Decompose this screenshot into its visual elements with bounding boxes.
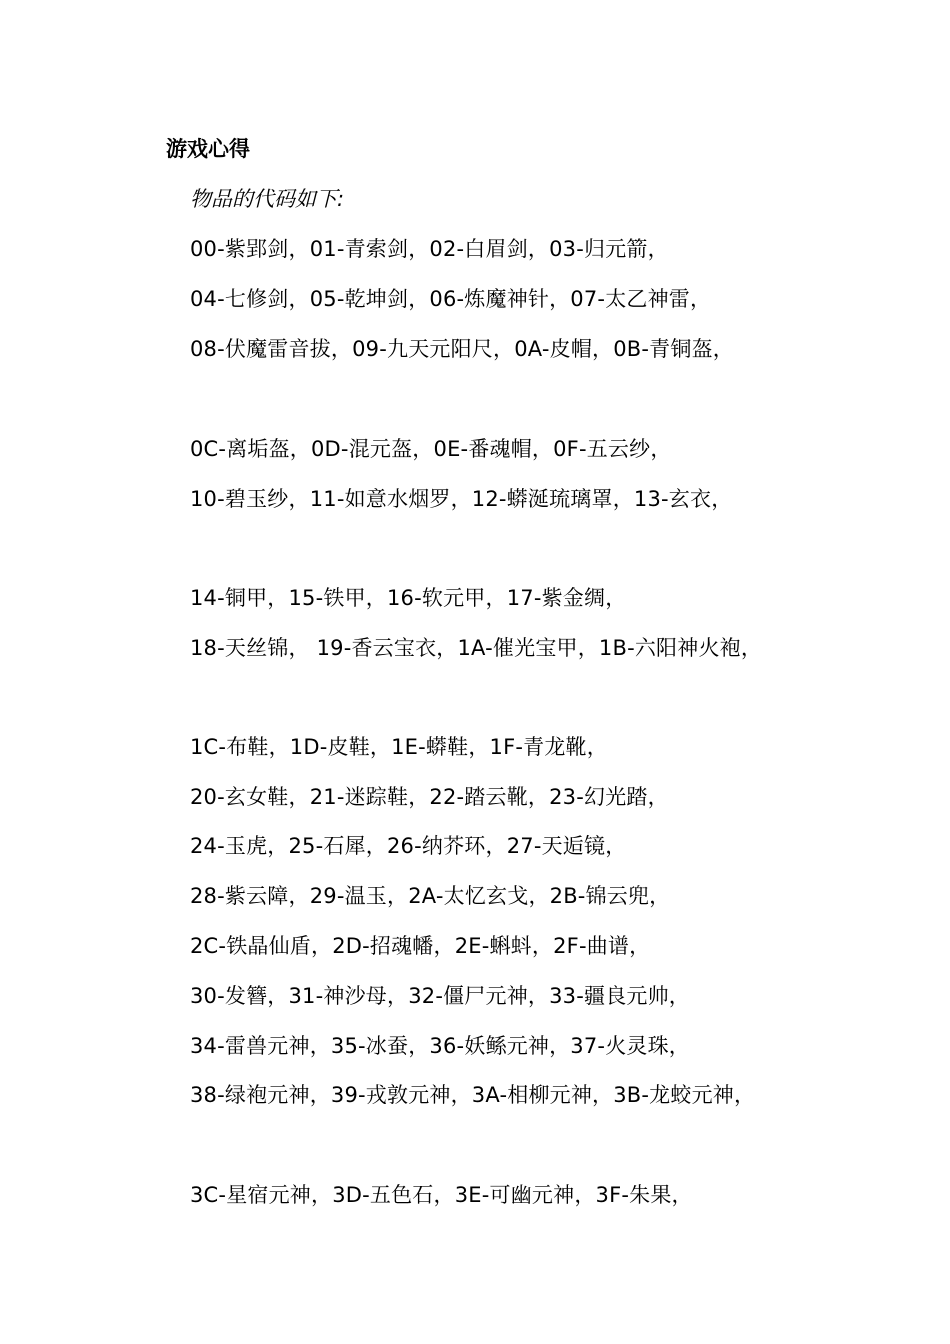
intro-text: 物品的代码如下:: [190, 187, 345, 211]
code-line: 28-紫云障，29-温玉，2A-太忆玄戈，2B-锦云兜，: [190, 884, 671, 908]
code-line: 38-绿袍元神，39-戎敦元神，3A-相柳元神，3B-龙蛟元神，: [190, 1083, 756, 1107]
document-title: 游戏心得: [166, 137, 250, 161]
code-line: 14-铜甲，15-铁甲，16-软元甲，17-紫金绸，: [190, 586, 627, 610]
code-line: 20-玄女鞋，21-迷踪鞋，22-踏云靴，23-幻光踏，: [190, 785, 669, 809]
code-line: 0C-离垢盔，0D-混元盔，0E-番魂帽，0F-五云纱，: [190, 437, 672, 461]
code-line: 2C-铁晶仙盾，2D-招魂幡，2E-蝌蚪，2F-曲谱，: [190, 934, 651, 958]
code-line: 1C-布鞋，1D-皮鞋，1E-蟒鞋，1F-青龙靴，: [190, 735, 608, 759]
code-line: 30-发簪，31-神沙母，32-僵尸元神，33-疆良元帅，: [190, 984, 690, 1008]
code-line: 00-紫郢剑，01-青索剑，02-白眉剑，03-归元箭，: [190, 237, 669, 261]
code-line: 24-玉虎，25-石犀，26-纳芥环，27-天逅镜，: [190, 834, 627, 858]
code-line: 08-伏魔雷音拔，09-九天元阳尺，0A-皮帽，0B-青铜盔，: [190, 337, 734, 361]
code-line: 18-天丝锦， 19-香云宝衣，1A-催光宝甲，1B-六阳神火袍，: [190, 636, 763, 660]
code-line: 3C-星宿元神，3D-五色石，3E-可幽元神，3F-朱果，: [190, 1183, 693, 1207]
code-line: 10-碧玉纱，11-如意水烟罗，12-蟒涎琉璃罩，13-玄衣，: [190, 487, 733, 511]
code-line: 34-雷兽元神，35-冰蚕，36-妖鲧元神，37-火灵珠，: [190, 1034, 690, 1058]
code-line: 04-七修剑，05-乾坤剑，06-炼魔神针，07-太乙神雷，: [190, 287, 712, 311]
